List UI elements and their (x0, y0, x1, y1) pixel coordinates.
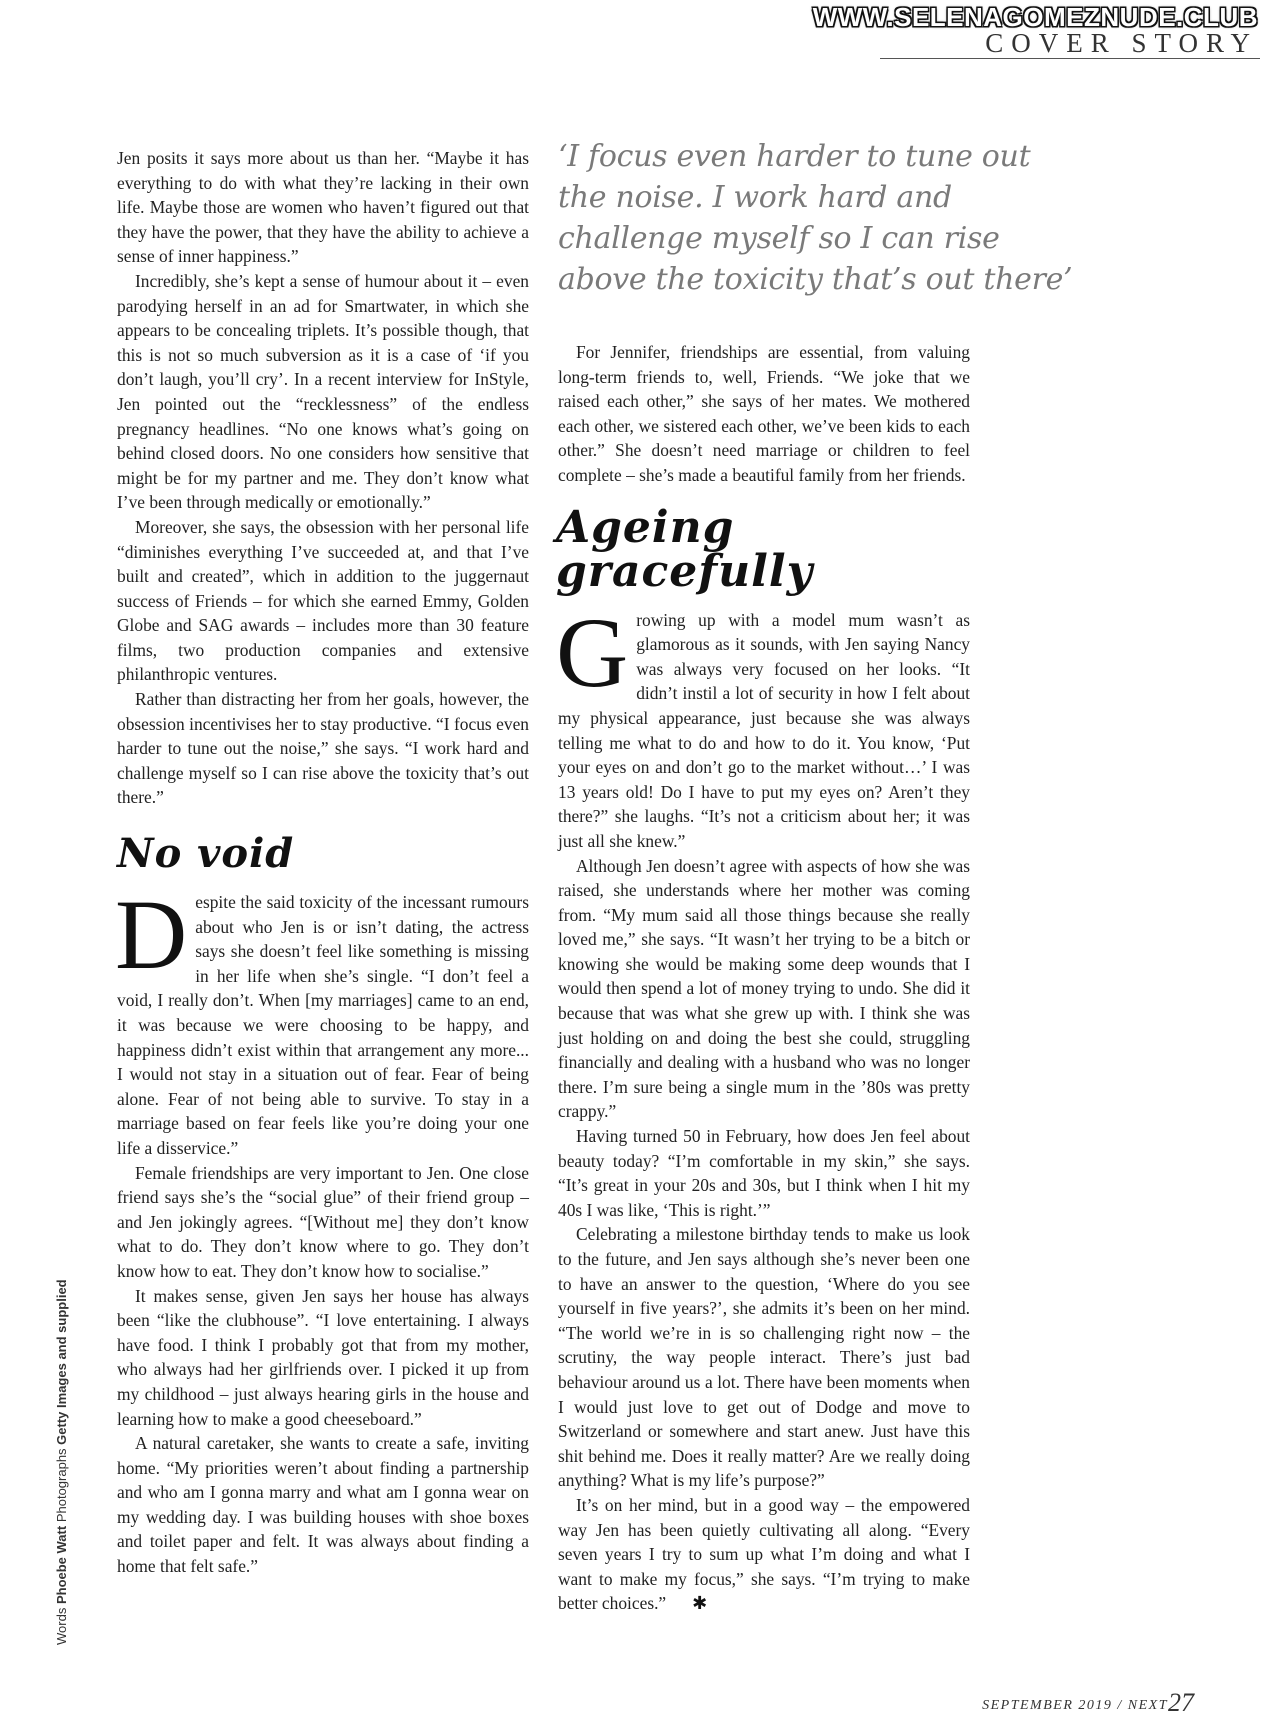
dropcap: D (115, 879, 188, 991)
dropcap-paragraph-text: espite the said toxicity of the incessant rumours about who Jen is or isn’t dating, the actress says she doesn’t feel like something is missing in her life when she’s single. “I don’t feel a void, I really don’t. When [my marriages] came to an end, it was because we were choosing to be happy, and happiness didn’t exist within that arrangement any more... I would not stay in a situation out of fear. Fear of being alone. Fear of not being able to survive. To stay in a marriage based on fear feels like you’re doing your one life a disservice.” (117, 892, 529, 1158)
footer-issue: SEPTEMBER 2019 (982, 1698, 1113, 1713)
paragraph: Rather than distracting her from her goals, however, the obsession incentivises her to stay productive. “I focus even harder to tune out the noise,” she says. “I work hard and challenge myself so I can rise above the toxicity that’s out there.” (117, 689, 529, 808)
paragraph: Having turned 50 in February, how does Jen feel about beauty today? “I’m comfortable in my skin,” she says. “It’s great in your 20s and 30s, but I think when I hit my 40s I was like, ‘This is right.’” (558, 1126, 970, 1220)
paragraph: Moreover, she says, the obsession with her personal life “diminishes everything I’ve succeeded at, and that I’ve built and created”, which in addition to the juggernaut success of Friends – for which she earned Emmy, Golden Globe and SAG awards – includes more than 30 feature films, two production companies and extensive philanthropic ventures. (117, 516, 529, 685)
section-heading-ageing-gracefully: Ageing gracefully (556, 501, 814, 597)
header-rule (880, 58, 1260, 59)
left-column (117, 146, 529, 1579)
footer-separator: / (1117, 1698, 1123, 1713)
paragraph: Although Jen doesn’t agree with aspects of how she was raised, she understands where her mother was coming from. “My mum said all those things because she really loved me,” she says. “It wasn’t her trying to be a bitch or knowing she would be making some deep wounds that I would then spend a lot of money trying to undo. She did it because that was what she grew up with. I think she was just holding on and doing the best she could, struggling financially and dealing with a husband who was no longer there. I’m sure being a single mum in the ’80s was pretty crappy.” (558, 855, 970, 1122)
paragraph-final-text: It’s on her mind, but in a good way – the empowered way Jen has been quietly cultivating all along. “Every seven years I try to sum up what I’m doing and what I want to make my focus,” she says. “I’m trying to make better choices.” (558, 1494, 970, 1614)
paragraph: A natural caretaker, she wants to create a safe, inviting home. “My priorities weren’t about finding a partnership and who am I gonna marry and what am I gonna wear on my wedding day. I was building houses with shoe boxes and toilet paper and felt. It was always about finding a home that felt safe.” (117, 1433, 529, 1577)
credit-words-label: Words (54, 1607, 69, 1645)
paragraph-final (558, 1493, 970, 1616)
paragraph: Celebrating a milestone birthday tends to make us look to the future, and Jen says although she’s never been one to have an answer to the question, ‘Where do you see yourself in five years?’, she admits it’s been on her mind. “The world we’re in is so challenging right now – the scrutiny, the way people interact. There’s just bad behaviour around us a lot. There have been moments when I would just love to get out of Dodge and move to Switzerland or somewhere and start anew. Just have this shit behind me. Does it really matter? Are we really doing anything? What is my life’s purpose?” (558, 1224, 970, 1491)
dropcap-paragraph (115, 879, 529, 1161)
section-heading-no-void: No void (117, 830, 295, 878)
right-column (558, 340, 970, 1616)
paragraph: Incredibly, she’s kept a sense of humour about it – even parodying herself in an ad for Smartwater, in which she appears to be concealing triplets. It’s possible though, that this is not so much subversion as it is a case of ‘if you don’t laugh, you’ll cry’. In a recent interview for InStyle, Jen pointed out the “recklessness” of the endless pregnancy headlines. “No one knows what’s going on behind closed doors. No one considers how sensitive that might be for my partner and me. They don’t know what I’ve been through medically or emotionally.” (117, 270, 529, 513)
page-number: 27 (1168, 1688, 1194, 1717)
dropcap-paragraph (556, 596, 970, 854)
paragraph: Female friendships are very important to Jen. One close friend says she’s the “social glue” of their friend group – and Jen jokingly agrees. “[Without me] they don’t know what to do. They don’t know where to go. They don’t know how to eat. They don’t know how to socialise.” (117, 1162, 529, 1281)
credit-photos-label: Photographs (54, 1448, 69, 1523)
credit-photos: Getty Images and supplied (54, 1279, 69, 1445)
page-footer (982, 1688, 1194, 1718)
site-watermark: WWW.SELENAGOMEZNUDE.CLUB (812, 2, 1258, 32)
section-label: COVER STORY (985, 28, 1258, 58)
dropcap: G (556, 596, 629, 708)
pull-quote: ‘I focus even harder to tune out the noise. I work hard and challenge myself so I can rise above the toxicity that’s out there’ (558, 139, 1073, 297)
photo-credit (54, 1279, 69, 1645)
credit-writer: Phoebe Watt (54, 1525, 69, 1605)
footer-magazine: NEXT (1127, 1698, 1168, 1713)
dropcap-paragraph-text: rowing up with a model mum wasn’t as glamorous as it sounds, with Jen saying Nancy was always very focused on her looks. “It didn’t instil a lot of security in how I felt about my physical appearance, just because she was always telling me what to do and how to do it. You know, ‘Put your eyes on and don’t go to the market without…’ I was 13 years old! Do I have to put my eyes on? Aren’t they there?” she laughs. “It’s not a criticism about her; it was just all she knew.” (558, 609, 970, 851)
paragraph: Jen posits it says more about us than her. “Maybe it has everything to do with what they’re lacking in their own life. Maybe those are women who haven’t figured out that they have the power, that they have the ability to achieve a sense of inner happiness.” (117, 148, 529, 267)
paragraph: It makes sense, given Jen says her house has always been “like the clubhouse”. “I love entertaining. I always have food. I think I probably got that from my mother, who always had her girlfriends over. I picked it up from my childhood – just always hearing girls in the house and learning how to make a good cheeseboard.” (117, 1285, 529, 1429)
paragraph: For Jennifer, friendships are essential, from valuing long-term friends to, well, Friends. “We joke that we raised each other,” she says of her mates. We mothered each other, we sistered each other, we’ve been kids to each other.” She doesn’t need marriage or children to feel complete – she’s made a beautiful family from her friends. (558, 342, 970, 485)
end-mark-icon: ✱ (692, 1593, 708, 1614)
